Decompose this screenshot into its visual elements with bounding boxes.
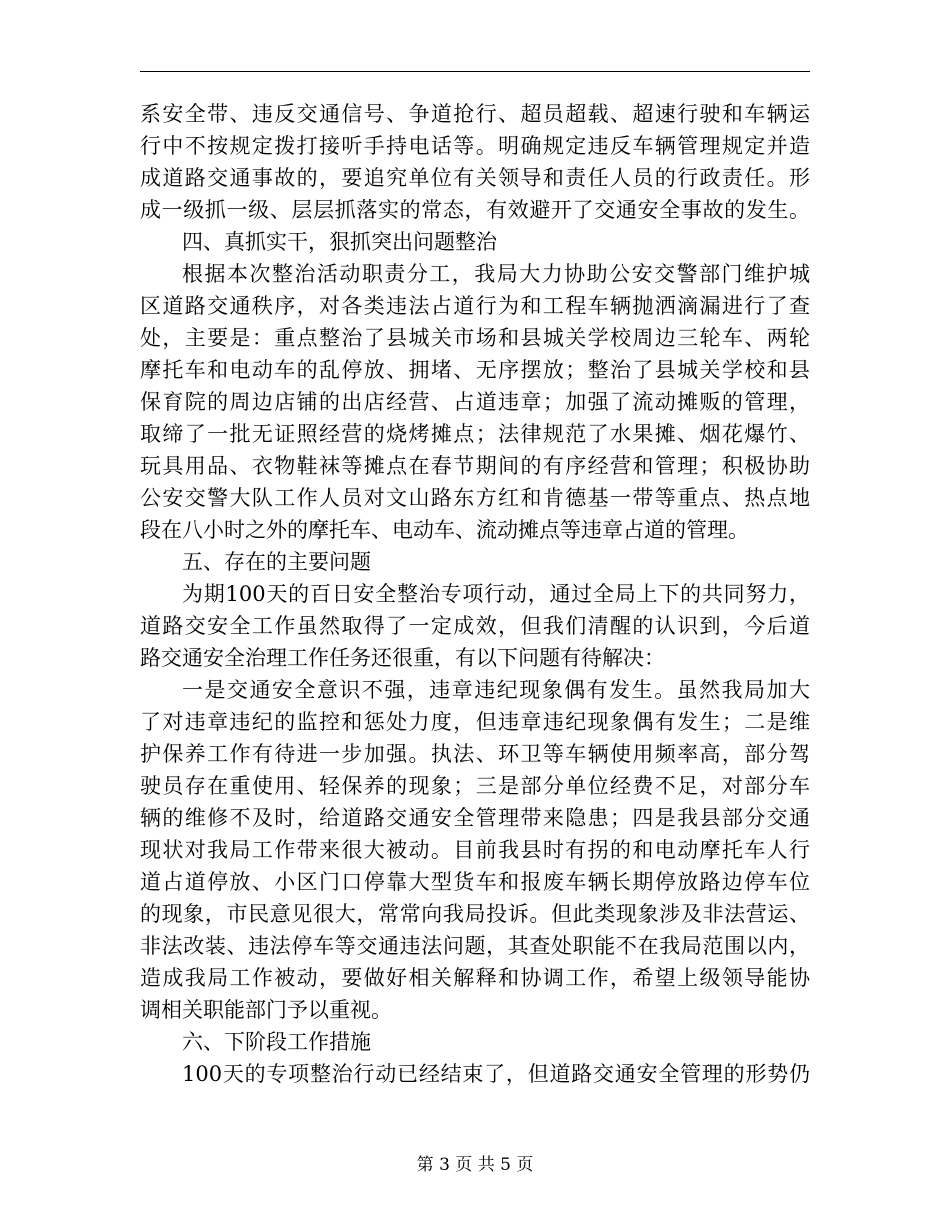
text-line: 的现象，市民意见很大，常常向我局投诉。但此类现象涉及非法营运、 xyxy=(140,902,810,926)
text-line: 取缔了一批无证照经营的烧烤摊点；法律规范了水果摊、烟花爆竹、 xyxy=(140,422,810,446)
text-line: 区道路交通秩序，对各类违法占道行为和工程车辆抛洒滴漏进行了查 xyxy=(140,294,810,318)
text-line: 非法改装、违法停车等交通违法问题，其查处职能不在我局范围以内， xyxy=(140,934,810,958)
text-line: 现状对我局工作带来很大被动。目前我县时有拐的和电动摩托车人行 xyxy=(140,838,810,862)
text-line: 行中不按规定拨打接听手持电话等。明确规定违反车辆管理规定并造 xyxy=(140,134,810,158)
page-footer: 第 3 页 共 5 页 xyxy=(416,1155,534,1175)
text-line: 100天的专项整治行动已经结束了，但道路交通安全管理的形势仍 xyxy=(182,1062,810,1086)
text-line: 五、存在的主要问题 xyxy=(182,550,371,574)
text-line: 为期100天的百日安全整治专项行动，通过全局上下的共同努力， xyxy=(182,582,810,606)
text-line: 四、真抓实干，狠抓突出问题整治 xyxy=(182,230,497,254)
text-line: 公安交警大队工作人员对文山路东方红和肯德基一带等重点、热点地 xyxy=(140,486,810,510)
text-line: 路交通安全治理工作任务还很重，有以下问题有待解决： xyxy=(140,646,665,670)
text-line: 驶员存在重使用、轻保养的现象；三是部分单位经费不足，对部分车 xyxy=(140,774,810,798)
text-line: 保育院的周边店铺的出店经营、占道违章；加强了流动摊贩的管理， xyxy=(140,390,810,414)
text-line: 了对违章违纪的监控和惩处力度，但违章违纪现象偶有发生；二是维 xyxy=(140,710,810,734)
header-rule xyxy=(140,71,810,72)
text-line: 六、下阶段工作措施 xyxy=(182,1030,371,1054)
text-line: 成道路交通事故的，要追究单位有关领导和责任人员的行政责任。形 xyxy=(140,166,810,190)
text-line: 玩具用品、衣物鞋袜等摊点在春节期间的有序经营和管理；积极协助 xyxy=(140,454,810,478)
text-line: 调相关职能部门予以重视。 xyxy=(140,998,392,1022)
text-line: 道占道停放、小区门口停靠大型货车和报废车辆长期停放路边停车位 xyxy=(140,870,810,894)
text-line: 段在八小时之外的摩托车、电动车、流动摊点等违章占道的管理。 xyxy=(140,518,749,542)
text-line: 根据本次整治活动职责分工，我局大力协助公安交警部门维护城 xyxy=(182,262,810,286)
text-line: 道路交安全工作虽然取得了一定成效，但我们清醒的认识到，今后道 xyxy=(140,614,810,638)
text-line: 系安全带、违反交通信号、争道抢行、超员超载、超速行驶和车辆运 xyxy=(140,102,810,126)
text-line: 处，主要是：重点整治了县城关市场和县城关学校周边三轮车、两轮 xyxy=(140,326,810,350)
text-line: 辆的维修不及时，给道路交通安全管理带来隐患；四是我县部分交通 xyxy=(140,806,810,830)
text-line: 造成我局工作被动，要做好相关解释和协调工作，希望上级领导能协 xyxy=(140,966,810,990)
text-line: 一是交通安全意识不强，违章违纪现象偶有发生。虽然我局加大 xyxy=(182,678,810,702)
text-line: 摩托车和电动车的乱停放、拥堵、无序摆放；整治了县城关学校和县 xyxy=(140,358,810,382)
document-body xyxy=(140,98,810,1090)
text-line: 护保养工作有待进一步加强。执法、环卫等车辆使用频率高，部分驾 xyxy=(140,742,810,766)
text-line: 成一级抓一级、层层抓落实的常态，有效避开了交通安全事故的发生。 xyxy=(140,198,810,222)
